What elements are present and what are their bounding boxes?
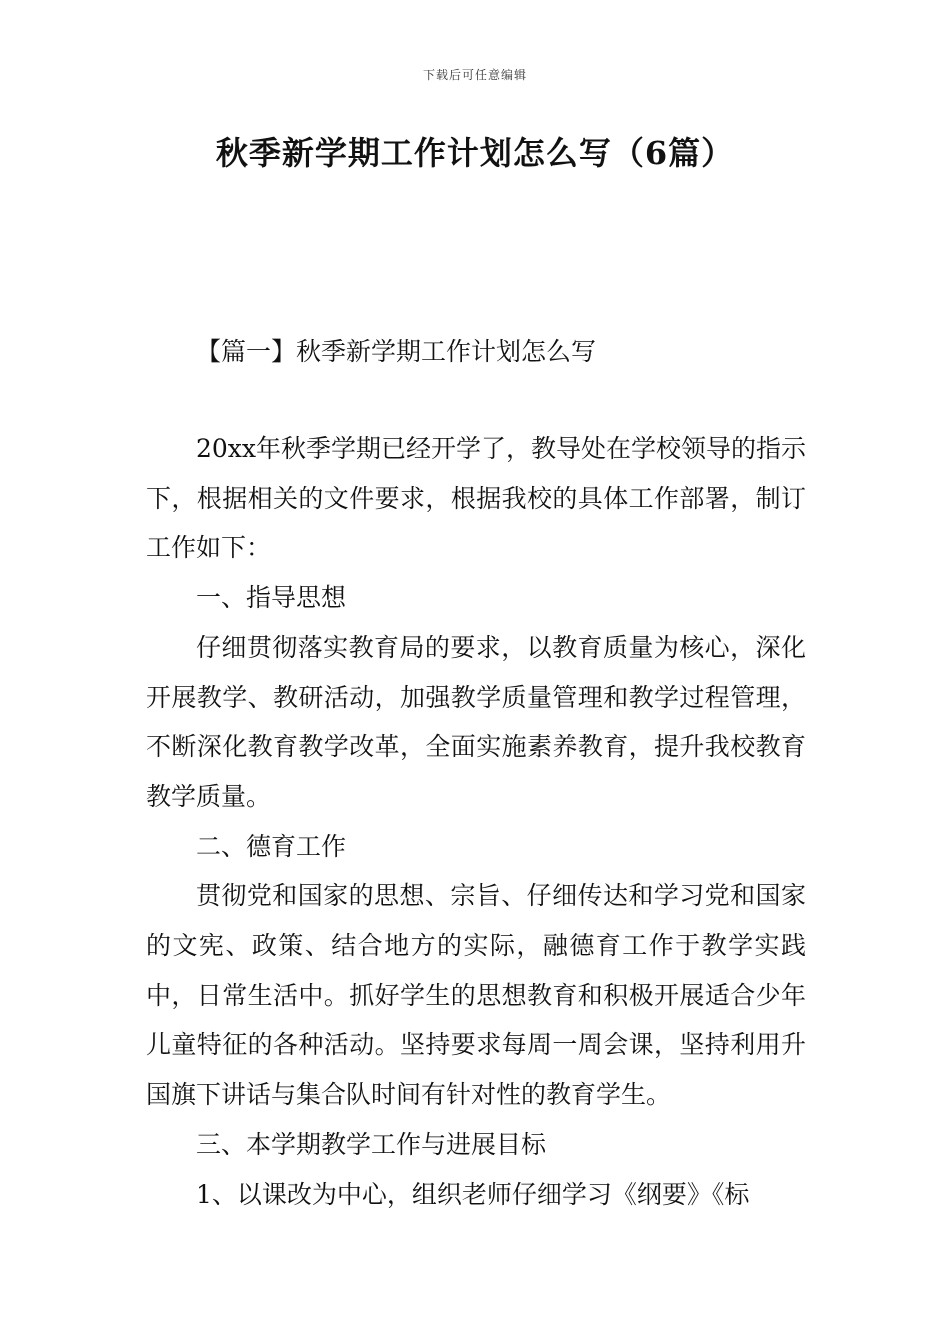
- subheading-guiding-ideology: 一、指导思想: [196, 583, 347, 613]
- header-note: 下载后可任意编辑: [422, 68, 527, 82]
- paragraph-teaching-goals-item-1: 1、以课改为中心，组织老师仔细学习《纲要》《标: [196, 1179, 750, 1209]
- paragraph-intro: 20xx年秋季学期已经开学了，教导处在学校领导的指示下，根据相关的文件要求，根据我校的具体工作部署，制订工作如下：: [146, 434, 807, 563]
- document-title: 秋季新学期工作计划怎么写（6篇）: [215, 134, 735, 172]
- section-heading: 【篇一】秋季新学期工作计划怎么写: [196, 337, 597, 366]
- paragraph-guiding-ideology: 仔细贯彻落实教育局的要求，以教育质量为核心，深化开展教学、教研活动，加强教学质量管理和教学过程管理，不断深化教育教学改革，全面实施素养教育，提升我校教育教学质量。: [146, 632, 806, 811]
- subheading-moral-education: 二、德育工作: [196, 831, 347, 861]
- document-body: [146, 424, 806, 1219]
- subheading-teaching-goals: 三、本学期教学工作与进展目标: [196, 1129, 547, 1159]
- paragraph-moral-education: 贯彻党和国家的思想、宗旨、仔细传达和学习党和国家的文宪、政策、结合地方的实际，融德育工作于教学实践中，日常生活中。抓好学生的思想教育和积极开展适合少年儿童特征的各种活动。坚持要求每周一周会课，坚持利用升国旗下讲话与集合队时间有针对性的教育学生。: [146, 881, 806, 1110]
